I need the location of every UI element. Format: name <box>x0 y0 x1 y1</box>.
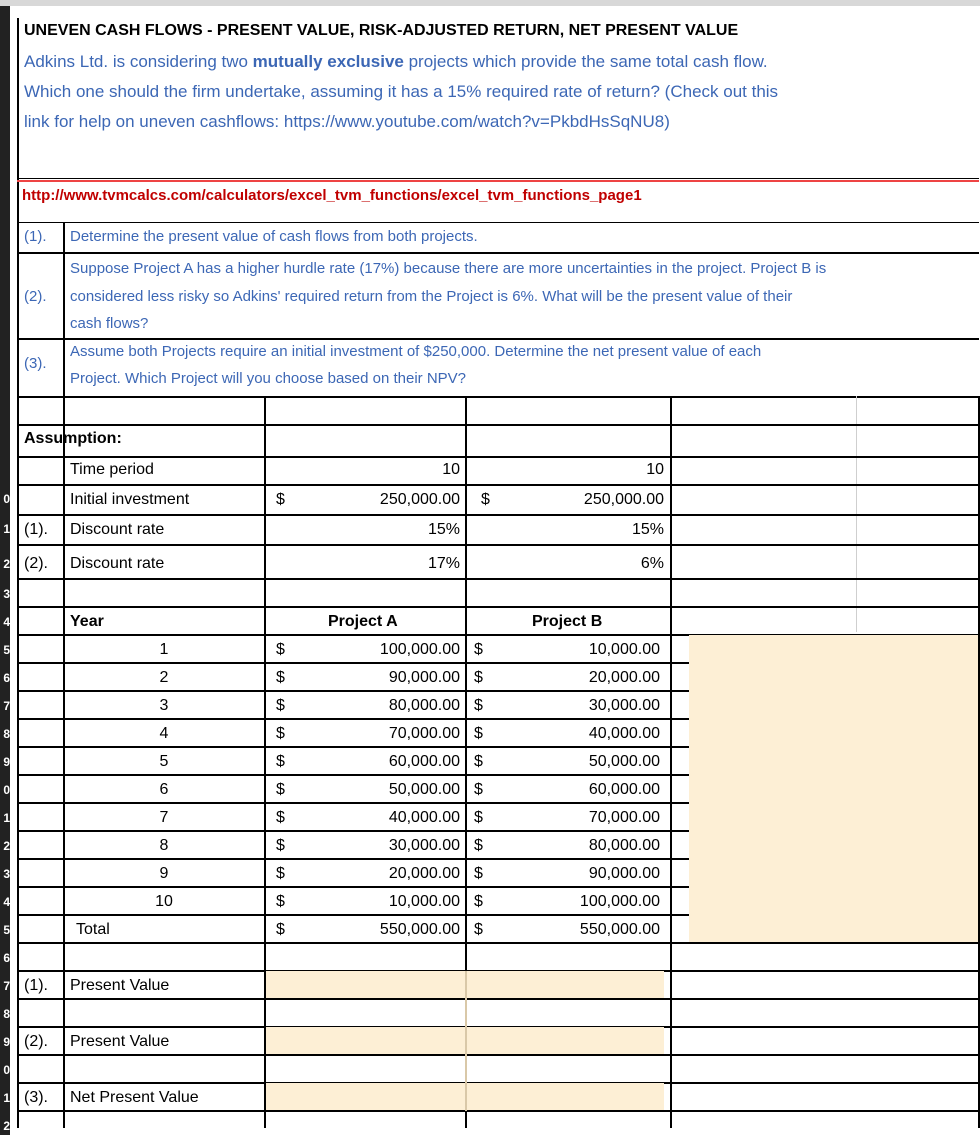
result-1-num: (1). <box>24 977 48 994</box>
project-b-cashflow[interactable]: 40,000.00 <box>588 725 660 742</box>
q-divider-1 <box>17 252 979 254</box>
currency-symbol: $ <box>276 893 285 910</box>
question-1-text: Determine the present value of cash flows from both projects. <box>70 228 478 245</box>
row-number[interactable]: 7 <box>0 979 10 995</box>
row-number[interactable]: 0 <box>0 492 10 508</box>
row-number[interactable]: 5 <box>0 643 10 659</box>
question-2-line-2: considered less risky so Adkins' required return from the Project is 6%. What will be the present value of their <box>70 288 793 305</box>
grid-line <box>17 886 689 888</box>
currency-symbol: $ <box>474 921 483 938</box>
row-number[interactable]: 1 <box>0 811 10 827</box>
col-e-left-border <box>670 396 672 1128</box>
intro-line-3: link for help on uneven cashflows: https://www.youtube.com/watch?v=PkbdHsSqNU8) <box>24 112 670 131</box>
row-number[interactable]: 8 <box>0 1007 10 1023</box>
project-a-cashflow[interactable]: 100,000.00 <box>379 641 460 658</box>
project-b-cashflow[interactable]: 80,000.00 <box>588 837 660 854</box>
year-header: Year <box>70 613 104 630</box>
discount-rate-1-num: (1). <box>24 521 48 538</box>
grid-line <box>17 606 979 608</box>
row-number[interactable]: 2 <box>0 839 10 855</box>
column-header-strip <box>0 0 980 6</box>
row-number[interactable]: 9 <box>0 1035 10 1051</box>
year-cell: 10 <box>155 893 173 910</box>
grid-line <box>17 1110 979 1112</box>
discount-rate-1-b[interactable]: 15% <box>631 521 664 538</box>
grid-line <box>17 718 689 720</box>
grid-line <box>17 424 979 426</box>
currency-symbol: $ <box>474 725 483 742</box>
project-b-cashflow[interactable]: 70,000.00 <box>588 809 660 826</box>
question-3-num: (3). <box>24 355 47 372</box>
project-b-cashflow[interactable]: 50,000.00 <box>588 753 660 770</box>
project-a-cashflow[interactable]: 40,000.00 <box>388 809 460 826</box>
result-3-label: Net Present Value <box>70 1089 199 1106</box>
project-b-header: Project B <box>532 613 603 630</box>
reference-link[interactable]: http://www.tvmcalcs.com/calculators/excel_tvm_functions/excel_tvm_functions_page1 <box>22 187 642 204</box>
discount-rate-1-a[interactable]: 15% <box>427 521 460 538</box>
currency-symbol: $ <box>276 781 285 798</box>
currency-symbol: $ <box>474 641 483 658</box>
project-a-cashflow[interactable]: 50,000.00 <box>388 781 460 798</box>
grid-line <box>17 578 979 580</box>
result-1-label: Present Value <box>70 977 170 994</box>
row-number[interactable]: 1 <box>0 522 10 538</box>
year-cell: 5 <box>159 753 169 770</box>
currency-symbol: $ <box>276 697 285 714</box>
row-number[interactable]: 2 <box>0 1119 10 1135</box>
row-number[interactable]: 0 <box>0 1063 10 1079</box>
project-a-cashflow[interactable]: 80,000.00 <box>388 697 460 714</box>
grid-line <box>17 998 979 1000</box>
currency-symbol: $ <box>276 753 285 770</box>
project-a-cashflow[interactable]: 10,000.00 <box>388 893 460 910</box>
assumption-heading: Assumption: <box>24 430 122 447</box>
project-b-cashflow[interactable]: 100,000.00 <box>579 893 660 910</box>
intro-line-1: Adkins Ltd. is considering two mutually exclusive projects which provide the same total cash flow. <box>24 52 768 71</box>
currency-symbol: $ <box>474 865 483 882</box>
row-number[interactable]: 9 <box>0 755 10 771</box>
row-number[interactable]: 8 <box>0 727 10 743</box>
result-3-num: (3). <box>24 1089 48 1106</box>
grid-line <box>17 746 689 748</box>
currency-symbol: $ <box>276 865 285 882</box>
question-3-line-1: Assume both Projects require an initial investment of $250,000. Determine the net present value of each <box>70 343 762 360</box>
grid-line <box>17 802 689 804</box>
currency-symbol: $ <box>481 491 490 508</box>
grid-line <box>17 774 689 776</box>
currency-symbol: $ <box>276 837 285 854</box>
year-cell: 9 <box>159 865 169 882</box>
q-divider-3 <box>17 396 979 398</box>
project-b-cashflow[interactable]: 60,000.00 <box>588 781 660 798</box>
project-a-cashflow[interactable]: 30,000.00 <box>388 837 460 854</box>
project-a-cashflow[interactable]: 70,000.00 <box>388 725 460 742</box>
project-b-cashflow[interactable]: 30,000.00 <box>588 697 660 714</box>
row-number[interactable]: 3 <box>0 867 10 883</box>
year-cell: 7 <box>159 809 169 826</box>
project-b-cashflow[interactable]: 20,000.00 <box>588 669 660 686</box>
year-cell: 1 <box>159 641 169 658</box>
time-period-label: Time period <box>70 461 154 478</box>
currency-symbol: $ <box>474 753 483 770</box>
row-number[interactable]: 4 <box>0 895 10 911</box>
discount-rate-2-label: Discount rate <box>70 555 165 572</box>
row-number[interactable]: 6 <box>0 671 10 687</box>
currency-symbol: $ <box>474 697 483 714</box>
q-divider-2 <box>17 338 979 340</box>
currency-symbol: $ <box>474 669 483 686</box>
col-c-left-border <box>264 396 266 1128</box>
question-2-num: (2). <box>24 288 47 305</box>
currency-symbol: $ <box>474 837 483 854</box>
discount-rate-2-num: (2). <box>24 555 48 572</box>
grid-line <box>17 830 689 832</box>
year-cell: 8 <box>159 837 169 854</box>
project-a-cashflow[interactable]: 90,000.00 <box>388 669 460 686</box>
result-2-num: (2). <box>24 1033 48 1050</box>
grid-line <box>17 914 689 916</box>
question-3-line-2: Project. Which Project will you choose based on their NPV? <box>70 370 467 387</box>
question-2-line-1: Suppose Project A has a higher hurdle rate (17%) because there are more uncertainties in the project. Project B is <box>70 260 827 277</box>
total-label: Total <box>76 921 110 938</box>
grid-line <box>17 1054 979 1056</box>
grid-line <box>17 858 689 860</box>
currency-symbol: $ <box>474 893 483 910</box>
time-period-b[interactable]: 10 <box>646 461 664 478</box>
notes-input-area[interactable] <box>689 635 978 942</box>
discount-rate-2-b[interactable]: 6% <box>640 555 664 572</box>
initial-investment-b[interactable]: 250,000.00 <box>583 491 664 508</box>
total-a[interactable]: 550,000.00 <box>379 921 460 938</box>
discount-rate-1-label: Discount rate <box>70 521 165 538</box>
col-b-left-border <box>63 222 65 1128</box>
project-a-header: Project A <box>328 613 398 630</box>
currency-symbol: $ <box>276 669 285 686</box>
project-b-cashflow[interactable]: 10,000.00 <box>588 641 660 658</box>
time-period-a[interactable]: 10 <box>442 461 460 478</box>
year-cell: 4 <box>159 725 169 742</box>
year-cell: 6 <box>159 781 169 798</box>
currency-symbol: $ <box>276 921 285 938</box>
year-cell: 2 <box>159 669 169 686</box>
row-number[interactable]: 2 <box>0 557 10 573</box>
row-number[interactable]: 0 <box>0 783 10 799</box>
currency-symbol: $ <box>276 725 285 742</box>
grid-line <box>17 456 979 458</box>
total-b[interactable]: 550,000.00 <box>579 921 660 938</box>
grid-line <box>17 690 689 692</box>
grid-line <box>17 514 979 516</box>
currency-symbol: $ <box>276 491 285 508</box>
currency-symbol: $ <box>474 809 483 826</box>
project-a-cashflow[interactable]: 60,000.00 <box>388 753 460 770</box>
intro-line-2: Which one should the firm undertake, assuming it has a 15% required rate of return? (Check out this <box>24 82 779 101</box>
page-title: UNEVEN CASH FLOWS - PRESENT VALUE, RISK-ADJUSTED RETURN, NET PRESENT VALUE <box>24 22 739 39</box>
grid-line <box>17 942 979 944</box>
grid-line <box>17 544 979 546</box>
initial-investment-label: Initial investment <box>70 491 190 508</box>
grid-line <box>17 484 979 486</box>
col-right-border <box>978 396 980 1128</box>
row-number[interactable]: 5 <box>0 923 10 939</box>
year-cell: 3 <box>159 697 169 714</box>
currency-symbol: $ <box>276 809 285 826</box>
project-b-cashflow[interactable]: 90,000.00 <box>588 865 660 882</box>
row-number[interactable]: 4 <box>0 615 10 631</box>
row-number[interactable]: 1 <box>0 1091 10 1107</box>
initial-investment-a[interactable]: 250,000.00 <box>379 491 460 508</box>
row-number[interactable]: 7 <box>0 699 10 715</box>
result-divider <box>465 971 467 1111</box>
discount-rate-2-a[interactable]: 17% <box>427 555 460 572</box>
result-2-label: Present Value <box>70 1033 170 1050</box>
row-number[interactable]: 6 <box>0 951 10 967</box>
row-number[interactable]: 3 <box>0 587 10 603</box>
currency-symbol: $ <box>474 781 483 798</box>
question-2-line-3: cash flows? <box>70 315 149 332</box>
currency-symbol: $ <box>276 641 285 658</box>
project-a-cashflow[interactable]: 20,000.00 <box>388 865 460 882</box>
grid-line <box>17 662 689 664</box>
question-1-num: (1). <box>24 228 47 245</box>
